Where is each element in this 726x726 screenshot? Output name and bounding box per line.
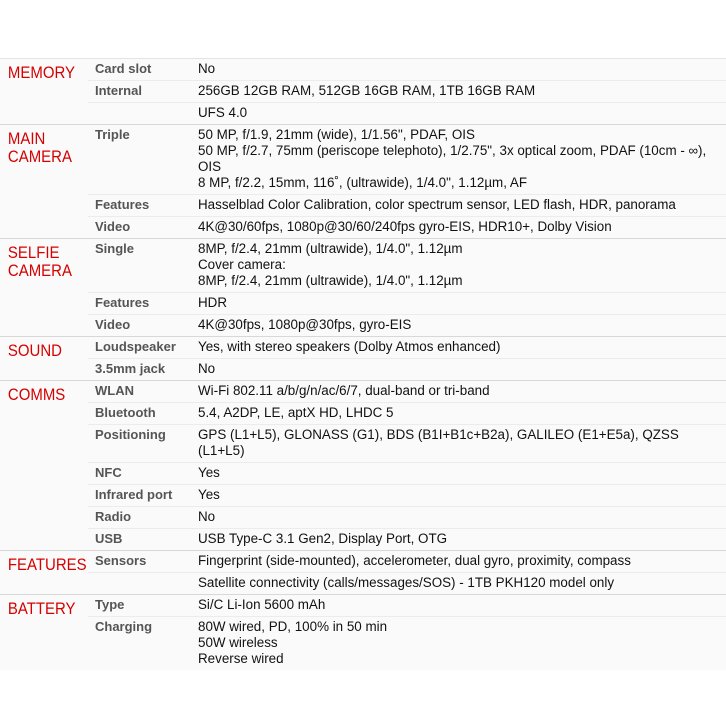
spec-value — [198, 127, 726, 191]
spec-row — [88, 507, 726, 529]
spec-value-line: 4K@30/60fps, 1080p@30/60/240fps gyro-EIS, HDR10+, Dolby Vision — [198, 219, 612, 234]
spec-label[interactable]: Triple — [95, 127, 130, 142]
spec-row — [88, 573, 726, 594]
spec-row — [88, 239, 726, 293]
section-title[interactable]: BATTERY — [7, 599, 76, 618]
spec-value — [198, 487, 726, 503]
spec-value — [198, 295, 726, 311]
spec-row — [88, 425, 726, 463]
section-title[interactable]: MEMORY — [7, 63, 75, 82]
section-title[interactable]: MAIN CAMERA — [7, 129, 72, 166]
spec-value — [198, 405, 726, 421]
spec-row — [88, 337, 726, 359]
spec-value — [198, 531, 726, 547]
spec-row — [88, 617, 726, 670]
spec-label[interactable]: Video — [95, 219, 131, 234]
spec-value-line: 4K@30fps, 1080p@30fps, gyro-EIS — [198, 317, 412, 332]
section-title[interactable]: FEATURES — [7, 555, 87, 574]
spec-row — [88, 59, 726, 81]
spec-row — [88, 125, 726, 195]
spec-row — [88, 293, 726, 315]
spec-value-line: Yes — [198, 465, 220, 480]
spec-label[interactable]: 3.5mm jack — [95, 361, 166, 376]
spec-row — [88, 463, 726, 485]
spec-value — [198, 61, 726, 77]
spec-value — [198, 465, 726, 481]
spec-row — [88, 103, 726, 124]
spec-value-line: Satellite connectivity (calls/messages/SOS) - 1TB PKH120 model only — [198, 575, 615, 590]
spec-label[interactable]: Infrared port — [95, 487, 173, 502]
spec-value — [198, 197, 726, 213]
section-comms — [0, 380, 726, 550]
spec-row — [88, 403, 726, 425]
section-title[interactable]: SOUND — [7, 341, 62, 360]
spec-label[interactable]: Features — [95, 295, 150, 310]
spec-row — [88, 359, 726, 380]
spec-value — [198, 83, 726, 99]
spec-value — [198, 427, 726, 459]
spec-value — [198, 339, 726, 355]
spec-row — [88, 81, 726, 103]
spec-value-line: No — [198, 361, 216, 376]
spec-label[interactable] — [88, 575, 198, 591]
spec-value-line: GPS (L1+L5), GLONASS (G1), BDS (B1I+B1c+B2a), GALILEO (E1+E5a), QZSS (L1+L5) — [198, 427, 679, 458]
spec-value — [198, 619, 726, 667]
spec-label[interactable]: Internal — [95, 83, 142, 98]
spec-value — [198, 317, 726, 333]
spec-value-line: 50 MP, f/1.9, 21mm (wide), 1/1.56", PDAF, OIS — [198, 127, 475, 142]
spec-value-line: 256GB 12GB RAM, 512GB 16GB RAM, 1TB 16GB RAM — [198, 83, 536, 98]
spec-label[interactable]: Radio — [95, 509, 132, 524]
specs-table — [0, 58, 726, 670]
spec-row — [88, 485, 726, 507]
section-memory — [0, 58, 726, 124]
section-battery — [0, 594, 726, 670]
spec-row — [88, 529, 726, 550]
section-title[interactable]: SELFIE CAMERA — [7, 243, 72, 280]
spec-label[interactable]: Type — [95, 597, 125, 612]
spec-value-line: USB Type-C 3.1 Gen2, Display Port, OTG — [198, 531, 448, 546]
spec-value-line: 8MP, f/2.4, 21mm (ultrawide), 1/4.0", 1.12µm — [198, 273, 463, 288]
spec-label[interactable]: Bluetooth — [95, 405, 156, 420]
spec-row — [88, 217, 726, 238]
section-sound — [0, 336, 726, 380]
spec-label[interactable]: Single — [95, 241, 135, 256]
spec-value — [198, 553, 726, 569]
spec-value-line: Wi-Fi 802.11 a/b/g/n/ac/6/7, dual-band or tri-band — [198, 383, 490, 398]
spec-value-line: 5.4, A2DP, LE, aptX HD, LHDC 5 — [198, 405, 394, 420]
section-main-camera — [0, 124, 726, 238]
spec-value-line: Yes — [198, 487, 220, 502]
spec-value-line: Yes, with stereo speakers (Dolby Atmos enhanced) — [198, 339, 501, 354]
spec-value-line: 50 MP, f/2.7, 75mm (periscope telephoto), 1/2.75", 3x optical zoom, PDAF (10cm - ∞), OIS — [198, 143, 707, 174]
spec-row — [88, 381, 726, 403]
section-selfie-camera — [0, 238, 726, 336]
spec-label[interactable]: WLAN — [95, 383, 134, 398]
section-features — [0, 550, 726, 594]
section-title[interactable]: COMMS — [7, 385, 66, 404]
spec-value — [198, 361, 726, 377]
spec-label[interactable]: Loudspeaker — [95, 339, 176, 354]
spec-value — [198, 105, 726, 121]
spec-label[interactable]: NFC — [95, 465, 122, 480]
spec-value-line: UFS 4.0 — [198, 105, 248, 120]
spec-row — [88, 551, 726, 573]
spec-value-line: Si/C Li-Ion 5600 mAh — [198, 597, 326, 612]
spec-value — [198, 241, 726, 289]
spec-value-line: Hasselblad Color Calibration, color spectrum sensor, LED flash, HDR, panorama — [198, 197, 676, 212]
spec-row — [88, 315, 726, 336]
spec-value — [198, 575, 726, 591]
spec-label[interactable]: Sensors — [95, 553, 147, 568]
spec-value-line: HDR — [198, 295, 228, 310]
spec-value — [198, 597, 726, 613]
spec-label[interactable] — [88, 105, 198, 121]
spec-value-line: Reverse wired — [198, 651, 284, 666]
spec-value — [198, 383, 726, 399]
spec-label[interactable]: Positioning — [95, 427, 166, 442]
spec-label[interactable]: Video — [95, 317, 131, 332]
spec-label[interactable]: Features — [95, 197, 150, 212]
spec-row — [88, 595, 726, 617]
spec-value-line: Fingerprint (side-mounted), accelerometer, dual gyro, proximity, compass — [198, 553, 631, 568]
spec-value-line: 8MP, f/2.4, 21mm (ultrawide), 1/4.0", 1.12µm — [198, 241, 463, 256]
spec-row — [88, 195, 726, 217]
spec-label[interactable]: Charging — [95, 619, 153, 634]
spec-value-line: Cover camera: — [198, 257, 286, 272]
spec-value — [198, 219, 726, 235]
spec-value-line: 80W wired, PD, 100% in 50 min — [198, 619, 388, 634]
spec-value-line: No — [198, 509, 216, 524]
spec-value-line: 50W wireless — [198, 635, 278, 650]
spec-value-line: No — [198, 61, 216, 76]
spec-value-line: 8 MP, f/2.2, 15mm, 116˚, (ultrawide), 1/4.0", 1.12µm, AF — [198, 175, 528, 190]
spec-label[interactable]: Card slot — [95, 61, 152, 76]
spec-value — [198, 509, 726, 525]
spec-label[interactable]: USB — [95, 531, 123, 546]
